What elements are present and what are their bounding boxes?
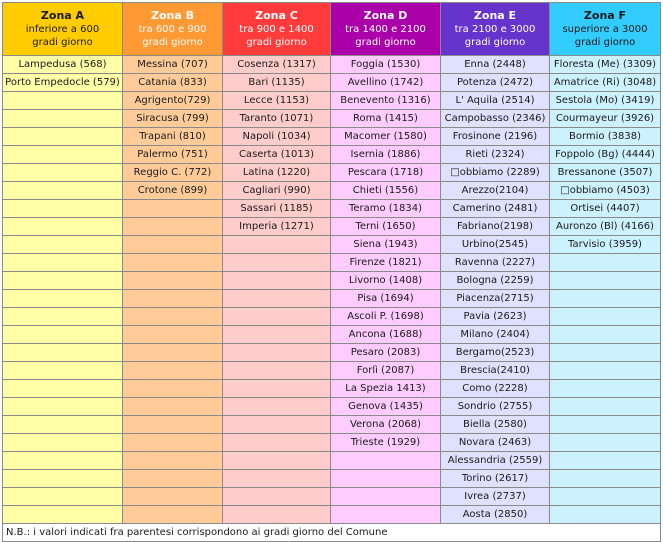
city-cell: Novara (2463): [441, 434, 550, 452]
city-cell: [3, 110, 123, 128]
city-cell: Enna (2448): [441, 56, 550, 74]
zone-unit: gradi giorno: [142, 37, 203, 48]
city-cell: Arezzo(2104): [441, 182, 550, 200]
city-cell: [550, 398, 661, 416]
city-cell: [223, 470, 331, 488]
city-cell: [223, 236, 331, 254]
city-cell: Foppolo (Bg) (4444): [550, 146, 661, 164]
city-cell: [123, 434, 223, 452]
city-cell: Roma (1415): [331, 110, 441, 128]
city-cell: Pescara (1718): [331, 164, 441, 182]
zone-unit: gradi giorno: [32, 37, 93, 48]
city-cell: [223, 398, 331, 416]
city-cell: [223, 344, 331, 362]
city-cell: Siracusa (799): [123, 110, 223, 128]
city-cell: [223, 380, 331, 398]
city-cell: Chieti (1556): [331, 182, 441, 200]
city-cell: [331, 452, 441, 470]
city-cell: [331, 470, 441, 488]
city-cell: [123, 452, 223, 470]
zone-table-container: [2, 2, 661, 542]
city-cell: Forlì (2087): [331, 362, 441, 380]
city-cell: Avellino (1742): [331, 74, 441, 92]
city-cell: Urbino(2545): [441, 236, 550, 254]
city-cell: [550, 434, 661, 452]
city-cell: La Spezia 1413): [331, 380, 441, 398]
city-cell: L' Aquila (2514): [441, 92, 550, 110]
table-row: [3, 272, 661, 290]
city-cell: Auronzo (Bl) (4166): [550, 218, 661, 236]
city-cell: Imperia (1271): [223, 218, 331, 236]
city-cell: [123, 362, 223, 380]
city-cell: Tarvisio (3959): [550, 236, 661, 254]
city-cell: [3, 488, 123, 506]
city-cell: [3, 200, 123, 218]
city-cell: Foggia (1530): [331, 56, 441, 74]
table-row: [3, 434, 661, 452]
zone-title: Zona A: [40, 9, 85, 22]
zone-range: superiore a 3000: [562, 24, 648, 35]
city-cell: [123, 380, 223, 398]
zone-range: tra 1400 e 2100: [345, 24, 426, 35]
city-cell: [123, 398, 223, 416]
table-row: [3, 164, 661, 182]
city-cell: [123, 200, 223, 218]
city-cell: [550, 470, 661, 488]
city-cell: [331, 488, 441, 506]
table-row: [3, 110, 661, 128]
city-cell: [550, 254, 661, 272]
city-cell: Macomer (1580): [331, 128, 441, 146]
table-row: [3, 74, 661, 92]
zone-title: Zona B: [150, 9, 194, 22]
table-row: [3, 290, 661, 308]
city-cell: Genova (1435): [331, 398, 441, 416]
city-cell: [550, 308, 661, 326]
table-row: [3, 182, 661, 200]
zone-title: Zona C: [255, 9, 298, 22]
city-cell: [3, 326, 123, 344]
city-cell: [123, 506, 223, 524]
city-cell: [550, 380, 661, 398]
header-zone-d: [331, 3, 441, 56]
city-cell: [3, 380, 123, 398]
city-cell: [550, 506, 661, 524]
city-cell: Bormio (3838): [550, 128, 661, 146]
city-cell: □obbiamo (2289): [441, 164, 550, 182]
city-cell: [3, 344, 123, 362]
zone-unit: gradi giorno: [464, 37, 526, 48]
footnote: N.B.: i valori indicati fra parentesi corrispondono ai gradi giorno del Comune: [3, 524, 661, 542]
city-cell: [123, 470, 223, 488]
city-cell: Ivrea (2737): [441, 488, 550, 506]
city-cell: [223, 362, 331, 380]
zone-unit: gradi giorno: [355, 37, 416, 48]
table-row: [3, 452, 661, 470]
city-cell: Pesaro (2083): [331, 344, 441, 362]
city-cell: [223, 488, 331, 506]
zone-range: tra 600 e 900: [138, 24, 207, 35]
city-cell: [550, 290, 661, 308]
city-cell: [3, 416, 123, 434]
city-cell: [3, 272, 123, 290]
city-cell: [3, 236, 123, 254]
zone-title: Zona E: [473, 9, 517, 22]
city-cell: Campobasso (2346): [441, 110, 550, 128]
zone-unit: gradi giorno: [574, 37, 636, 48]
city-cell: [331, 506, 441, 524]
city-cell: [3, 164, 123, 182]
city-cell: [550, 488, 661, 506]
zone-unit: gradi giorno: [246, 37, 307, 48]
zone-range: tra 900 e 1400: [239, 24, 314, 35]
city-cell: Reggio C. (772): [123, 164, 223, 182]
table-row: [3, 92, 661, 110]
city-cell: [550, 326, 661, 344]
city-cell: [3, 452, 123, 470]
city-cell: [123, 254, 223, 272]
city-cell: [3, 146, 123, 164]
climate-zones-table: [2, 2, 661, 542]
city-cell: Sassari (1185): [223, 200, 331, 218]
table-row: [3, 218, 661, 236]
city-cell: Biella (2580): [441, 416, 550, 434]
city-cell: [3, 434, 123, 452]
city-cell: Torino (2617): [441, 470, 550, 488]
city-cell: Benevento (1316): [331, 92, 441, 110]
city-cell: [3, 128, 123, 146]
city-cell: Crotone (899): [123, 182, 223, 200]
table-row: [3, 236, 661, 254]
city-cell: Cosenza (1317): [223, 56, 331, 74]
city-cell: Trapani (810): [123, 128, 223, 146]
table-row: [3, 146, 661, 164]
city-cell: Bari (1135): [223, 74, 331, 92]
city-cell: Potenza (2472): [441, 74, 550, 92]
city-cell: [3, 254, 123, 272]
city-cell: [3, 92, 123, 110]
city-cell: Fabriano(2198): [441, 218, 550, 236]
city-cell: [3, 398, 123, 416]
header-row: [3, 3, 661, 56]
zone-range: tra 2100 e 3000: [454, 24, 536, 35]
footnote-row: [3, 524, 661, 542]
city-cell: Verona (2068): [331, 416, 441, 434]
table-row: [3, 200, 661, 218]
city-cell: [550, 344, 661, 362]
header-zone-c: [223, 3, 331, 56]
city-cell: [3, 470, 123, 488]
city-cell: Brescia(2410): [441, 362, 550, 380]
city-cell: Frosinone (2196): [441, 128, 550, 146]
city-cell: Amatrice (Ri) (3048): [550, 74, 661, 92]
table-row: [3, 56, 661, 74]
city-cell: Rieti (2324): [441, 146, 550, 164]
city-cell: Piacenza(2715): [441, 290, 550, 308]
zone-range: inferiore a 600: [25, 24, 100, 35]
city-cell: □obbiamo (4503): [550, 182, 661, 200]
city-cell: Terni (1650): [331, 218, 441, 236]
table-row: [3, 344, 661, 362]
table-row: [3, 380, 661, 398]
table-row: [3, 470, 661, 488]
city-cell: Teramo (1834): [331, 200, 441, 218]
city-cell: Latina (1220): [223, 164, 331, 182]
city-cell: Lampedusa (568): [3, 56, 123, 74]
city-cell: Lecce (1153): [223, 92, 331, 110]
city-cell: Isernia (1886): [331, 146, 441, 164]
city-cell: [123, 272, 223, 290]
city-cell: [3, 218, 123, 236]
city-cell: [223, 272, 331, 290]
table-row: [3, 506, 661, 524]
city-cell: Caserta (1013): [223, 146, 331, 164]
city-cell: [123, 308, 223, 326]
city-cell: [3, 362, 123, 380]
city-cell: Taranto (1071): [223, 110, 331, 128]
city-cell: Ascoli P. (1698): [331, 308, 441, 326]
city-cell: [123, 488, 223, 506]
city-cell: [223, 290, 331, 308]
city-cell: Ancona (1688): [331, 326, 441, 344]
city-cell: Messina (707): [123, 56, 223, 74]
table-body: [3, 56, 661, 524]
city-cell: [223, 326, 331, 344]
city-cell: [223, 254, 331, 272]
city-cell: Livorno (1408): [331, 272, 441, 290]
city-cell: [3, 182, 123, 200]
city-cell: Courmayeur (3926): [550, 110, 661, 128]
city-cell: Bressanone (3507): [550, 164, 661, 182]
table-row: [3, 128, 661, 146]
city-cell: Bologna (2259): [441, 272, 550, 290]
city-cell: Napoli (1034): [223, 128, 331, 146]
table-row: [3, 308, 661, 326]
city-cell: [3, 290, 123, 308]
city-cell: [223, 506, 331, 524]
city-cell: [223, 308, 331, 326]
city-cell: [123, 416, 223, 434]
table-row: [3, 362, 661, 380]
city-cell: Catania (833): [123, 74, 223, 92]
city-cell: Sestola (Mo) (3419): [550, 92, 661, 110]
city-cell: [550, 452, 661, 470]
city-cell: [550, 272, 661, 290]
city-cell: [550, 416, 661, 434]
city-cell: Camerino (2481): [441, 200, 550, 218]
city-cell: [550, 362, 661, 380]
city-cell: Aosta (2850): [441, 506, 550, 524]
table-row: [3, 254, 661, 272]
city-cell: Milano (2404): [441, 326, 550, 344]
zone-title: Zona F: [583, 9, 627, 22]
city-cell: Floresta (Me) (3309): [550, 56, 661, 74]
city-cell: [123, 326, 223, 344]
city-cell: Ortisei (4407): [550, 200, 661, 218]
header-zone-e: [441, 3, 550, 56]
city-cell: Agrigento(729): [123, 92, 223, 110]
city-cell: [3, 308, 123, 326]
city-cell: [123, 290, 223, 308]
city-cell: Sondrio (2755): [441, 398, 550, 416]
city-cell: Trieste (1929): [331, 434, 441, 452]
city-cell: Pavia (2623): [441, 308, 550, 326]
city-cell: [123, 236, 223, 254]
header-zone-f: [550, 3, 661, 56]
header-zone-a: [3, 3, 123, 56]
city-cell: [223, 452, 331, 470]
city-cell: Pisa (1694): [331, 290, 441, 308]
city-cell: Porto Empedocle (579): [3, 74, 123, 92]
city-cell: [223, 434, 331, 452]
table-row: [3, 488, 661, 506]
city-cell: Ravenna (2227): [441, 254, 550, 272]
city-cell: [3, 506, 123, 524]
header-zone-b: [123, 3, 223, 56]
table-row: [3, 326, 661, 344]
city-cell: Palermo (751): [123, 146, 223, 164]
city-cell: Alessandria (2559): [441, 452, 550, 470]
table-row: [3, 398, 661, 416]
city-cell: [123, 218, 223, 236]
city-cell: [123, 344, 223, 362]
city-cell: Bergamo(2523): [441, 344, 550, 362]
table-row: [3, 416, 661, 434]
city-cell: Como (2228): [441, 380, 550, 398]
city-cell: Siena (1943): [331, 236, 441, 254]
city-cell: [223, 416, 331, 434]
zone-title: Zona D: [363, 9, 408, 22]
city-cell: Firenze (1821): [331, 254, 441, 272]
city-cell: Cagliari (990): [223, 182, 331, 200]
